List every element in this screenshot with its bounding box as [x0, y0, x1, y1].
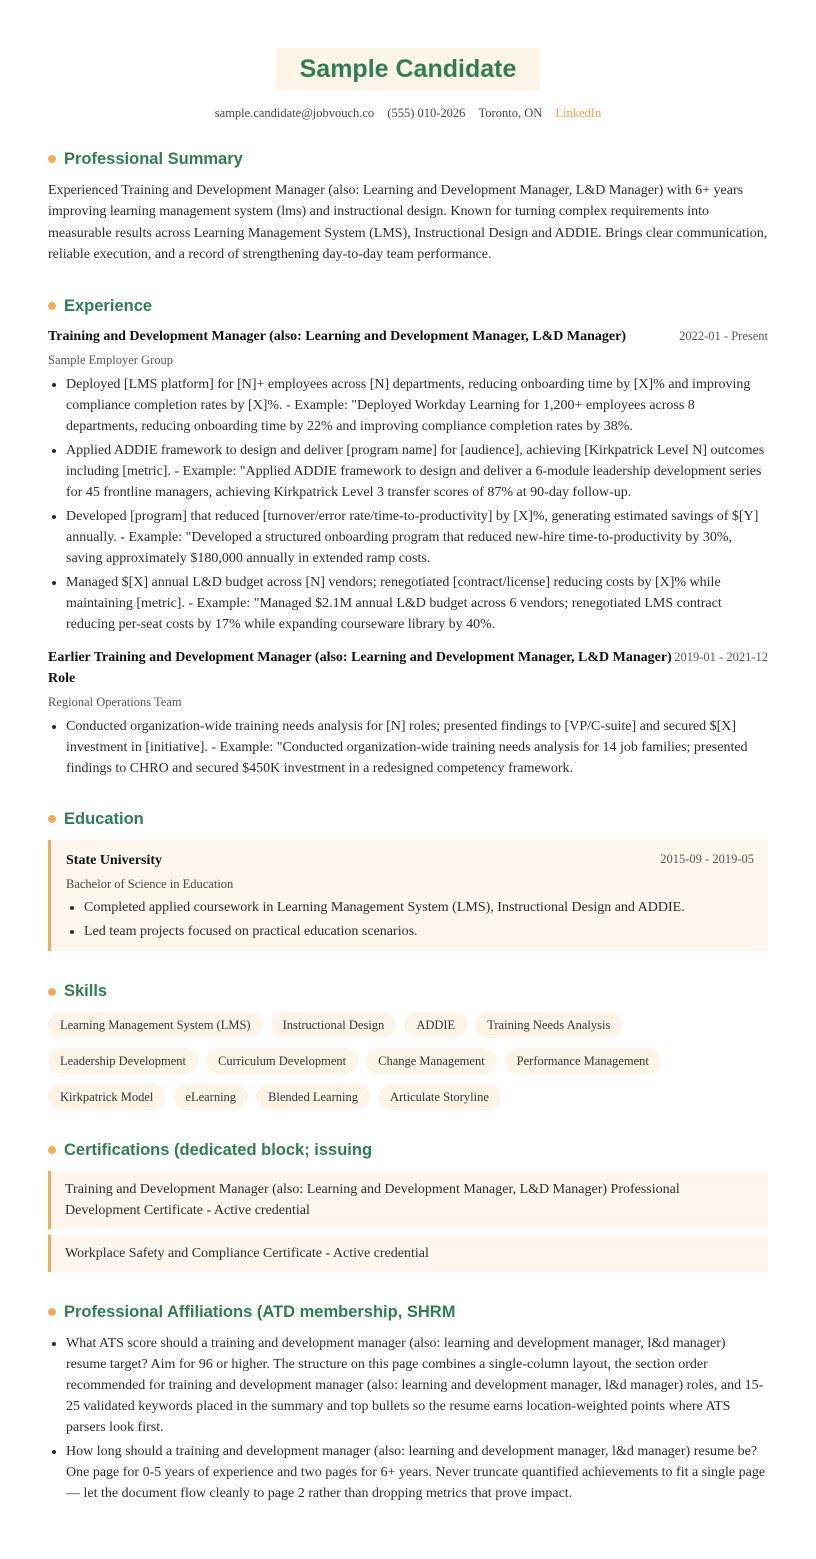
job-title: Training and Development Manager (also: Learning and Development Manager, L&D Manager) — [48, 329, 626, 345]
job-entry — [48, 326, 768, 635]
certifications-section — [48, 1138, 768, 1272]
job-employer: Regional Operations Team — [48, 695, 182, 709]
affiliations-heading — [48, 1300, 768, 1325]
job-employer: Sample Employer Group — [48, 353, 173, 368]
skills-heading — [48, 979, 768, 1004]
skill-tag: Instructional Design — [271, 1012, 397, 1038]
skill-tag: eLearning — [173, 1084, 248, 1110]
list-item: • Deployed [LMS platform] for [N]+ employees across [N] departments, reducing onboarding time by [X]% and improving compliance completion rates by [X]%. - Example: "Deployed Workday Learning for 1,200+ employees across 8 departments, reducing onboarding time by 22% and improving compliance completion rates by 38%. — [66, 374, 768, 437]
contact-email[interactable]: sample.candidate@jobvouch.co — [214, 106, 375, 120]
education-header — [66, 850, 754, 871]
skill-tag: Change Management — [366, 1048, 497, 1074]
bullet-dot-icon — [48, 302, 56, 310]
bullet-dot-icon — [48, 155, 56, 163]
affiliations-bullets — [48, 1333, 768, 1504]
experience-section — [48, 294, 768, 779]
education-school: State University — [66, 852, 163, 868]
resume-header — [48, 48, 768, 123]
certification-card: Workplace Safety and Compliance Certificate - Active credential — [48, 1235, 768, 1272]
skills-title: Skills — [64, 982, 108, 1001]
skill-tag: Blended Learning — [256, 1084, 370, 1110]
skill-tag: ADDIE — [404, 1012, 467, 1038]
contact-line — [48, 104, 768, 123]
skill-tag: Articulate Storyline — [378, 1084, 501, 1110]
job-date: 2019-01 - 2021-12 — [674, 650, 768, 664]
skills-list — [48, 1012, 768, 1110]
list-item: • Led team projects focused on practical education scenarios. — [84, 921, 754, 942]
summary-text: Experienced Training and Development Manager (also: Learning and Development Manager, L&D Manager) with 6+ years improving learning management system (lms) and instructional design. Known for turning complex requirements into measurable results across Learning Management System (LMS), Instructional Design and ADDIE. Brings clear communication, reliable execution, and a record of strengthening day-to-day team performance. — [48, 182, 768, 262]
experience-title: Experience — [64, 296, 153, 315]
name-box — [276, 48, 541, 90]
list-item: • Applied ADDIE framework to design and deliver [program name] for [audience], achieving [Kirkpatrick Level N] outcomes including [metric]. - Example: "Applied ADDIE framework to design and deliver a 6-module leadership development series for 45 frontline managers, achieving Kirkpatrick Level 3 transfer scores of 87% at 90-day follow-up. — [66, 440, 768, 503]
job-bullets — [48, 374, 768, 635]
list-item: • How long should a training and development manager (also: learning and development manager, l&d manager) resume be? One page for 0-5 years of experience and two pages for 6+ years. Never truncate quantified achievements to fit a single page — let the document flow cleanly to page 2 rather than dropping metrics that prove impact. — [66, 1441, 768, 1504]
list-item: • Managed $[X] annual L&D budget across [N] vendors; renegotiated [contract/license] reducing costs by [X]% while maintaining [metric]. - Example: "Managed $2.1M annual L&D budget across 6 vendors; renegotiated LMS contract reducing per-seat costs by 17% while expanding courseware library by 40%. — [66, 572, 768, 635]
list-item: • What ATS score should a training and development manager (also: learning and development manager, l&d manager) resume target? Aim for 96 or higher. The structure on this page combines a single-column layout, the section order recommended for training and development manager (also: learning and development manager, l&d manager) roles, and 15-25 validated keywords placed in the summary and top bullets so the resume earns location-weighted points where ATS parsers look first. — [66, 1333, 768, 1438]
job-header — [48, 647, 768, 689]
affiliations-section — [48, 1300, 768, 1504]
bullet-dot-icon — [48, 1146, 56, 1154]
education-degree: Bachelor of Science in Education — [66, 876, 234, 891]
job-title: Earlier Training and Development Manager (also: Learning and Development Manager, L&D Manager) Role — [48, 650, 672, 686]
summary-heading — [48, 147, 768, 172]
summary-title: Professional Summary — [64, 149, 243, 168]
skill-tag: Performance Management — [505, 1048, 661, 1074]
certifications-heading — [48, 1138, 768, 1163]
skill-tag: Kirkpatrick Model — [48, 1084, 165, 1110]
skill-tag: Curriculum Development — [206, 1048, 358, 1074]
education-section — [48, 807, 768, 952]
summary-section — [48, 147, 768, 266]
affiliations-title: Professional Affiliations (ATD membership, SHRM — [64, 1302, 456, 1321]
education-card — [48, 840, 768, 952]
education-bullets — [66, 897, 754, 942]
education-heading — [48, 807, 768, 832]
experience-heading — [48, 294, 768, 319]
bullet-dot-icon — [48, 1308, 56, 1316]
list-item: • Conducted organization-wide training needs analysis for [N] roles; presented findings to [VP/C-suite] and secured $[X] investment in [initiative]. - Example: "Conducted organization-wide training needs analysis for 14 job families; presented findings to CHRO and secured $450K investment in a redesigned competency framework. — [66, 716, 768, 779]
contact-phone: (555) 010-2026 — [387, 106, 466, 120]
certifications-title: Certifications (dedicated block; issuing — [64, 1141, 373, 1159]
linkedin-link[interactable]: LinkedIn — [555, 106, 602, 120]
list-item: • Completed applied coursework in Learning Management System (LMS), Instructional Design and ADDIE. — [84, 897, 754, 918]
job-header — [48, 326, 768, 347]
bullet-dot-icon — [48, 988, 56, 996]
job-entry — [48, 647, 768, 779]
bullet-dot-icon — [48, 815, 56, 823]
job-bullets — [48, 716, 768, 779]
list-item: • Developed [program] that reduced [turnover/error rate/time-to-productivity] by [X]%, generating estimated savings of $[Y] annually. - Example: "Developed a structured onboarding program that reduced new-hire time-to-productivity by 30%, saving approximately $180,000 annually in extended ramp costs. — [66, 506, 768, 569]
candidate-name: Sample Candidate — [299, 55, 517, 83]
job-date: 2022-01 - Present — [679, 329, 768, 344]
skills-section — [48, 979, 768, 1110]
skill-tag: Training Needs Analysis — [475, 1012, 622, 1038]
education-title: Education — [64, 809, 144, 828]
skill-tag: Learning Management System (LMS) — [48, 1012, 263, 1038]
contact-location: Toronto, ON — [478, 106, 543, 120]
education-date: 2015-09 - 2019-05 — [660, 851, 754, 866]
certification-card: Training and Development Manager (also: Learning and Development Manager, L&D Manager) Professional Development Certificate - Active credential — [48, 1171, 768, 1229]
skill-tag: Leadership Development — [48, 1048, 198, 1074]
